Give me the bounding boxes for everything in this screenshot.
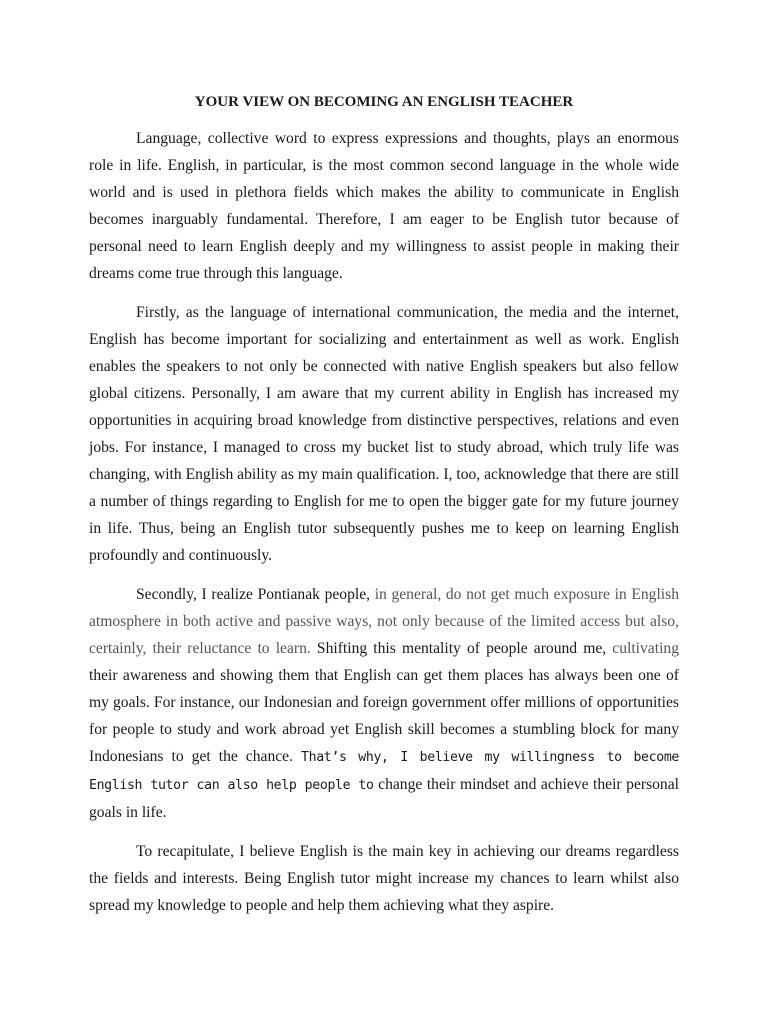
paragraph-segment-muted: in general, do not get much exposure in English atmosphere in both active and passive ways, not only because of the limited access but also, certainly, their reluctance to learn. — [89, 586, 679, 657]
document-title: YOUR VIEW ON BECOMING AN ENGLISH TEACHER — [194, 94, 574, 110]
paragraph-segment-muted: cultivating — [612, 640, 679, 657]
paragraph-segment: Shifting this mentality of people around me, — [310, 640, 613, 657]
paragraph-conclusion: To recapitulate, I believe English is the main key in achieving our dreams regardless the fields and interests. Being English tutor might increase my chances to learn whilst also spread my knowledge to people and help them achieving what they aspire. — [89, 843, 679, 914]
paragraph-segment: their awareness and showing them that English can get them places has always been one of my goals. For instance, our Indonesian and foreign government offer millions of opportunities for people to study and work abroad yet English skill becomes a stumbling block for many Indonesians to get the chance. — [89, 667, 679, 765]
paragraph-segment: change their mindset and achieve their personal goals in life. — [89, 776, 679, 821]
paragraph-intro: Language, collective word to express expressions and thoughts, plays an enormous role in life. English, in particular, is the most common second language in the whole wide world and is used in plethora fields which makes the ability to communicate in English becomes inarguably fundamental. Therefore, I am eager to be English tutor because of personal need to learn English deeply and my willingness to assist people in making their dreams come true through this language. — [89, 130, 679, 282]
paragraph-first-point: Firstly, as the language of international communication, the media and the internet, English has become important for socializing and entertainment as well as work. English enables the speakers to not only be connected with native English speakers but also fellow global citizens. Personally, I am aware that my current ability in English has increased my opportunities in acquiring broad knowledge from distinctive perspectives, relations and even jobs. For instance, I managed to cross my bucket list to study abroad, which truly life was changing, with English ability as my main qualification. I, too, acknowledge that there are still a number of things regarding to English for me to open the bigger gate for my future journey in life. Thus, being an English tutor subsequently pushes me to keep on learning English profoundly and continuously. — [89, 304, 679, 564]
paragraph-second-point — [89, 581, 679, 826]
paragraph-segment-typewriter: That’s why, I believe my willingness to become English tutor can also help people to — [89, 750, 680, 793]
paragraph-segment: Secondly, I realize Pontianak people, — [136, 586, 375, 603]
